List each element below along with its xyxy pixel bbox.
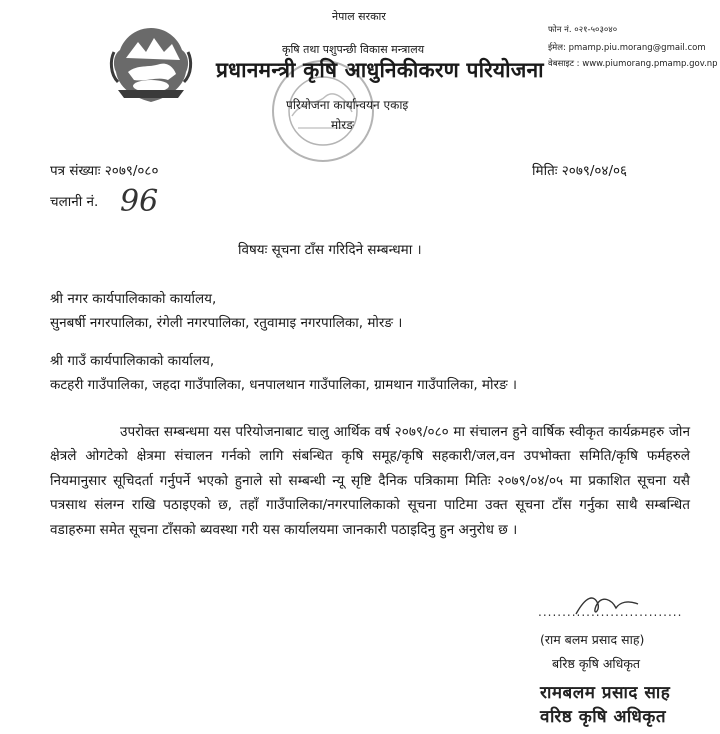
letter-subject: विषयः सूचना टाँस गरिदिने सम्बन्धमा ।	[238, 242, 422, 258]
phone-number: फोन नं. ०२१-५०३०४०	[548, 25, 618, 35]
recipient-1-municipalities: सुनबर्षी नगरपालिका, रंगेली नगरपालिका, रतुवामाइ नगरपालिका, मोरङ ।	[50, 315, 403, 331]
letter-date: मितिः २०७९/०४/०६	[532, 163, 628, 179]
email-label: ईमेल:	[548, 43, 566, 53]
dispatch-label: चलानी नं.	[50, 194, 99, 210]
recipient-2-municipalities: कटहरी गाउँपालिका, जहदा गाउँपालिका, धनपालथान गाउँपालिका, ग्रामथान गाउँपालिका, मोरङ ।	[50, 377, 518, 393]
letter-body-text: उपरोक्त सम्बन्धमा यस परियोजनाबाट चालु आर्थिक वर्ष २०७९/०८० मा संचालन हुने वार्षिक स्वीकृत कार्यक्रमहरु जोन क्षेत्रले ओगटेको क्षेत्रमा संचालन गर्नको लागि संबन्धित कृषि समूह/कृषि सहकारी/जल,वन उपभोक्ता समिति/कृषि फर्महरुले नियमानुसार सूचिदर्ता गर्नुपर्ने भएको हुनाले सो सम्बन्धी न्यू सृष्टि दैनिक पत्रिकामा मितिः २०७९/०४/०५ मा प्रकाशित सूचना यसै पत्रसाथ संलग्न राखि पठाइएको छ, तहाँ गाउँपालिका/नगरपालिकाको सूचना पाटिमा उक्त सूचना टाँस गर्नुका साथै सम्बन्धित वडाहरुमा समेत सूचना टाँसको ब्यवस्था गरी यस कार्यालयमा जानकारी पठाइदिनु हुन अनुरोध छ ।	[50, 424, 690, 538]
unit-name: परियोजना कार्यान्वयन एकाइ	[286, 98, 409, 112]
signatory-designation: बरिष्ठ कृषि अधिकृत	[552, 656, 641, 671]
signatory-name: (राम बलम प्रसाद साह)	[540, 632, 645, 647]
ministry-name: कृषि तथा पशुपन्छी विकास मन्त्रालय	[282, 43, 425, 56]
dispatch-number-handwritten: 96	[120, 184, 159, 219]
project-title: प्रधानमन्त्री कृषि आधुनिकीकरण परियोजना	[216, 58, 544, 82]
signature-line: ..............................	[538, 605, 683, 619]
letter-body	[50, 420, 690, 542]
email-address: pmamp.piu.morang@gmail.com	[568, 43, 706, 53]
recipient-1-office: श्री नगर कार्यपालिकाको कार्यालय,	[50, 291, 217, 307]
website-label: वेबसाइट :	[548, 59, 580, 69]
government-name: नेपाल सरकार	[332, 10, 386, 23]
email-line	[548, 42, 706, 53]
name-stamp: रामबलम प्रसाद साह	[540, 683, 671, 703]
recipient-2-office: श्री गाउँ कार्यपालिकाको कार्यालय,	[50, 353, 215, 369]
website-url: www.piumorang.pmamp.gov.np	[582, 59, 718, 69]
district-name: मोरङ	[331, 118, 354, 132]
signature-scribble-icon	[572, 590, 642, 620]
letter-reference-number: पत्र संख्याः २०७९/०८०	[50, 163, 159, 179]
designation-stamp: वरिष्ठ कृषि अधिकृत	[540, 707, 667, 727]
nepal-emblem-icon	[108, 24, 194, 108]
website-line	[548, 58, 718, 69]
